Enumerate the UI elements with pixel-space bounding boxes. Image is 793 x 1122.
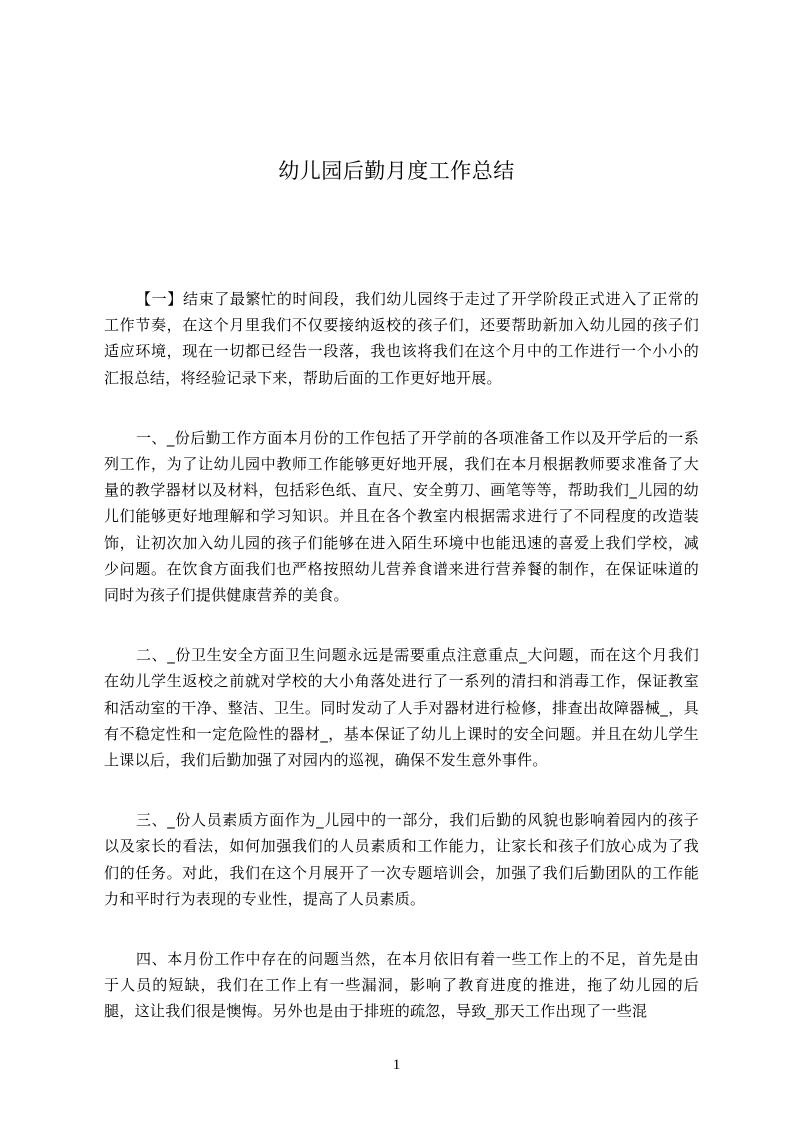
document-body [104,286,699,1059]
page-number: 1 [392,1057,401,1073]
paragraph-intro: 【一】结束了最繁忙的时间段，我们幼儿园终于走过了开学阶段正式进入了正常的工作节奏，在这个月里我们不仅要接纳返校的孩子们，还要帮助新加入幼儿园的孩子们适应环境，现在一切都已经告一段落，我也该将我们在这个月中的工作进行一个小小的汇报总结，将经验记录下来，帮助后面的工作更好地开展。 [104,290,699,387]
paragraph-staff-quality: 三、_份人员素质方面作为_儿园中的一部分，我们后勤的风貌也影响着园内的孩子以及家长的看法，如何加强我们的人员素质和工作能力，让家长和孩子们放心成为了我们的任务。对此，我们在这个月展开了一次专题培训会，加强了我们后勤团队的工作能力和平时行为表现的专业性，提高了人员素质。 [104,811,699,908]
paragraph-problems: 四、本月份工作中存在的问题当然，在本月依旧有着一些工作上的不足，首先是由于人员的短缺，我们在工作上有一些漏洞，影响了教育进度的推进，拖了幼儿园的后腿，这让我们很是懊悔。另外也是由于排班的疏忽，导致_那天工作出现了一些混 [104,950,699,1021]
paragraph-logistics: 一、_份后勤工作方面本月份的工作包括了开学前的各项准备工作以及开学后的一系列工作，为了让幼儿园中教师工作能够更好地开展，我们在本月根据教师要求准备了大量的教学器材以及材料，包括彩色纸、直尺、安全剪刀、画笔等等，帮助我们_儿园的幼儿们能够更好地理解和学习知识。并且在各个教室内根据需求进行了不同程度的改造装饰，让初次加入幼儿园的孩子们能够在进入陌生环境中也能迅速的喜爱上我们学校，减少问题。在饮食方面我们也严格按照幼儿营养食谱来进行营养餐的制作，在保证味道的同时为孩子们提供健康营养的美食。 [104,428,699,605]
document-title: 幼儿园后勤月度工作总结 [278,159,515,184]
paragraph-hygiene-safety: 二、_份卫生安全方面卫生问题永远是需要重点注意重点_大问题，而在这个月我们在幼儿学生返校之前就对学校的大小角落处进行了一系列的清扫和消毒工作，保证教室和活动室的干净、整洁、卫生。同时发动了人手对器材进行检修，排查出故障器械_，具有不稳定性和一定危险性的器材_，基本保证了幼儿上课时的安全问题。并且在幼儿学生上课以后，我们后勤加强了对园内的巡视，确保不发生意外事件。 [104,646,699,770]
